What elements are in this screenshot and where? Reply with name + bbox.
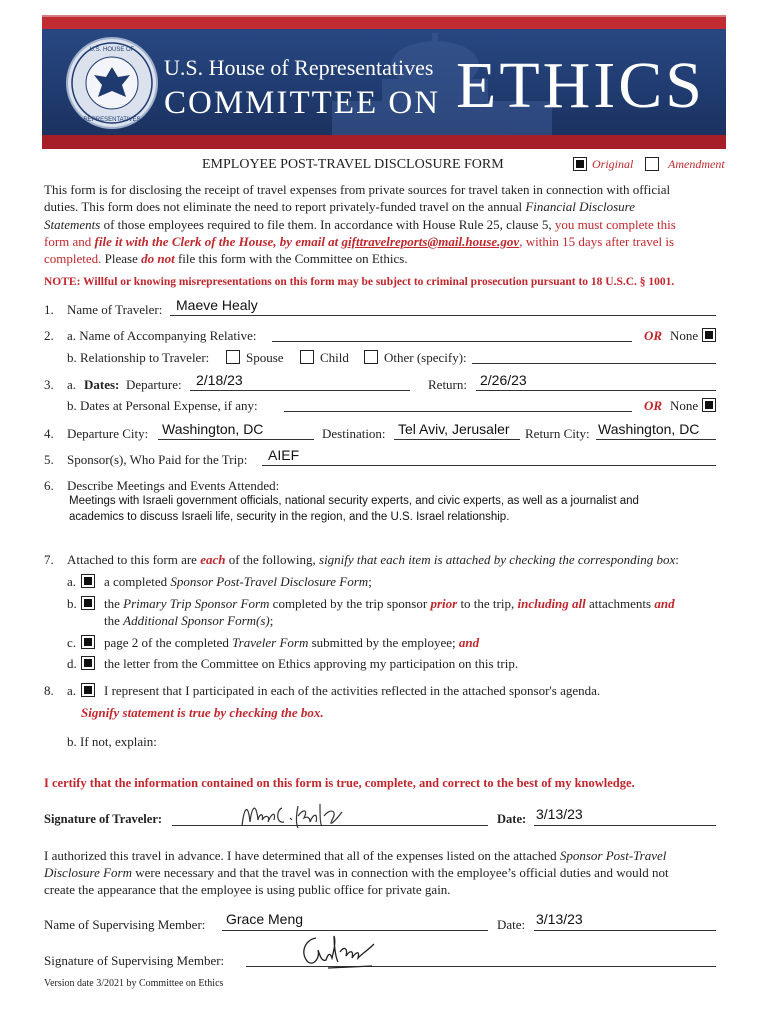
q7c-text1: page 2 of the completed [104,635,233,650]
amendment-checkbox[interactable] [645,157,659,171]
q3a-prefix: a. [67,377,77,392]
q7-intro-d: signify that each item is attached by checking the corresponding box [319,552,676,567]
banner-line3: ETHICS [456,49,705,122]
sponsor-field[interactable]: AIEF [268,447,300,463]
q2a-or: OR [644,328,663,343]
q2a-line [272,341,632,342]
intro-line-2a: duties. This form does not eliminate the need to report privately-funded travel on the annual [44,199,526,215]
supervisor-date-label: Date: [497,917,526,932]
return-date-field[interactable]: 2/26/23 [480,372,527,388]
intro-line-4a: form and [44,233,95,249]
q7d-text: the letter from the Committee on Ethics approving my participation on this trip. [104,656,519,671]
traveler-date-line [534,825,716,826]
return-label: Return: [428,377,467,392]
original-checkbox[interactable] [573,157,587,171]
other-line [472,363,716,364]
q3b-none-checkbox[interactable] [702,398,716,412]
q8-number: 8. [44,683,54,698]
q5-number: 5. [44,452,54,467]
header-banner [42,15,726,149]
q7-intro-b: each [200,552,226,567]
q7b-text5: to the trip, [457,596,518,611]
intro-line-3c: you must complete this [554,216,676,232]
departure-label: Departure: [126,377,182,392]
version-date: Version date 3/2021 by Committee on Ethics [44,978,224,989]
q7b-text6: including all [517,596,586,611]
return-city-label: Return City: [525,426,590,441]
intro-line-5d: file this form with the Committee on Ethics. [174,251,408,267]
q7b-checkbox[interactable] [81,596,95,610]
q5-line [262,465,716,466]
destination-line [394,439,520,440]
supervisor-name-line [222,930,488,931]
spouse-label: Spouse [246,350,284,365]
return-line [476,390,716,391]
q7b-text-line2 [104,613,273,629]
q7c-text3: submitted by the employee; [308,635,459,650]
q2b-label: b. Relationship to Traveler: [67,350,210,365]
q7a-text1: a completed [104,574,171,589]
supervisor-name-field[interactable]: Grace Meng [226,911,304,927]
q2a-none-label: None [670,328,699,343]
q7b-text [104,596,675,612]
supervisor-signature[interactable] [298,932,386,972]
departure-city-label: Departure City: [67,426,149,441]
q7b-text8: and [654,596,675,611]
q7b-text4: prior [430,596,458,611]
q7a-text [104,574,372,590]
q8b-text: b. If not, explain: [67,734,157,749]
q7c-text [104,635,479,651]
q7b-text2: Primary Trip Sponsor Form [123,596,270,611]
q7c-text2: Traveler Form [232,635,309,650]
q1-label: Name of Traveler: [67,302,163,317]
meetings-field-line1[interactable]: Meetings with Israeli government officials, national security experts, and civic experts, as well as a journalist and [69,495,639,507]
q6-label: Describe Meetings and Events Attended: [67,478,280,493]
q8a-letter: a. [67,683,77,698]
destination-label: Destination: [322,426,386,441]
departure-date-field[interactable]: 2/18/23 [196,372,243,388]
certify-text: I certify that the information contained on this form is true, complete, and correct to the best of my knowledge. [44,776,635,790]
child-checkbox[interactable] [300,350,314,364]
q1-line [170,315,716,316]
return-city-line [596,439,716,440]
traveler-name-field[interactable]: Maeve Healy [176,297,258,313]
auth-line-1b: Sponsor Post-Travel [559,848,667,863]
traveler-date-label: Date: [497,812,527,826]
q7c-checkbox[interactable] [81,635,95,649]
svg-text:U.S. HOUSE OF: U.S. HOUSE OF [89,47,135,53]
q7b-text9: the [104,613,124,628]
q1-number: 1. [44,302,54,317]
supervisor-date-line [534,930,716,931]
q8a-checkbox[interactable] [81,683,95,697]
q2a-label: a. Name of Accompanying Relative: [67,328,257,343]
q3a-dates-label: Dates: [84,377,120,392]
traveler-signature[interactable] [238,798,362,834]
departure-city-field[interactable]: Washington, DC [162,421,264,437]
q3-number: 3. [44,377,54,392]
q7-intro-e: : [675,552,679,567]
intro-line-3a: Statements [44,216,101,232]
q3b-label: b. Dates at Personal Expense, if any: [67,398,258,413]
q7a-checkbox[interactable] [81,574,95,588]
q7a-text3: ; [368,574,372,589]
q7b-text11: ; [269,613,274,628]
auth-line-3: create the appearance that the employee is using public office for private gain. [44,882,451,897]
q6-number: 6. [44,478,54,493]
q7d-letter: d. [67,656,77,671]
q7b-text7: attachments [585,596,655,611]
eagle-seal-icon [68,39,156,127]
original-label: Original [592,157,634,171]
form-title: EMPLOYEE POST-TRAVEL DISCLOSURE FORM [202,157,504,172]
other-label: Other (specify): [384,350,467,365]
q7a-letter: a. [67,574,77,589]
q7d-checkbox[interactable] [81,656,95,670]
meetings-field-line2[interactable]: academics to discuss Israeli life, security in the region, and the U.S. Israel relationship. [69,511,510,523]
intro-line-4b: file it with the Clerk of the House, by email at [94,233,342,249]
intro-line-2b: Financial Disclosure [525,199,635,215]
intro-line-5a: completed. [44,251,102,267]
q5-label: Sponsor(s), Who Paid for the Trip: [67,452,248,467]
traveler-date-field[interactable]: 3/13/23 [536,806,583,822]
auth-line-1a: I authorized this travel in advance. I have determined that all of the expenses listed on the attached [44,848,560,863]
q3b-line [284,411,632,412]
q7-intro-c: of the following, [225,552,320,567]
q8a-text: I represent that I participated in each of the activities reflected in the attached sponsor's agenda. [104,683,601,698]
other-checkbox[interactable] [364,350,378,364]
q2a-none-checkbox[interactable] [702,328,716,342]
child-label: Child [320,350,349,365]
auth-line-2a: Disclosure Form [44,865,132,880]
q4-number: 4. [44,426,54,441]
q7b-letter: b. [67,596,77,611]
q7b-text1: the [104,596,124,611]
authorization-paragraph [44,847,734,898]
supervisor-signature-label: Signature of Supervising Member: [44,953,225,968]
q7b-text10: Additional Sponsor Form(s) [123,613,270,628]
q7b-text3: completed by the trip sponsor [269,596,431,611]
q7-intro-a: Attached to this form are [67,552,201,567]
auth-line-2b: were necessary and that the travel was in connection with the employee’s official duties and would not [132,865,669,880]
supervisor-name-label: Name of Supervising Member: [44,917,206,932]
banner-line2: COMMITTEE ON [164,85,441,121]
note-text: NOTE: Willful or knowing misrepresentations on this form may be subject to criminal prosecution pursuant to 18 U.S.C. § 1001. [44,276,675,288]
intro-line-5b: Please [101,251,142,267]
q7c-text4: and [458,635,480,650]
intro-line-4d: , within 15 days after travel is [519,233,675,249]
intro-line-1: This form is for disclosing the receipt of travel expenses from private sources for travel taken in connection with official [44,182,671,197]
intro-paragraph [44,181,734,267]
departure-city-line [158,439,314,440]
q3b-or: OR [644,398,663,413]
banner-line1: U.S. House of Representatives [164,55,434,80]
amendment-label: Amendment [668,157,725,171]
q3b-none-label: None [670,398,699,413]
q7a-text2: Sponsor Post-Travel Disclosure Form [170,574,369,589]
departure-line [190,390,410,391]
q7-intro [67,552,679,568]
q7c-letter: c. [67,635,77,650]
supervisor-date-field[interactable]: 3/13/23 [536,911,583,927]
destination-field[interactable]: Tel Aviv, Jerusaler [398,421,510,437]
q7-number: 7. [44,552,54,567]
email-link[interactable]: gifttravelreports@mail.house.gov [341,233,520,249]
traveler-signature-label: Signature of Traveler: [44,812,163,826]
spouse-checkbox[interactable] [226,350,240,364]
intro-line-5c: do not [141,251,175,267]
q2-number: 2. [44,328,54,343]
house-seal [66,37,158,129]
intro-line-3b: of those employees required to file them. In accordance with House Rule 25, clause 5, [100,216,555,232]
svg-text:REPRESENTATIVES: REPRESENTATIVES [83,117,141,123]
q8-signify-note: Signify statement is true by checking the box. [81,705,324,720]
return-city-field[interactable]: Washington, DC [598,421,700,437]
